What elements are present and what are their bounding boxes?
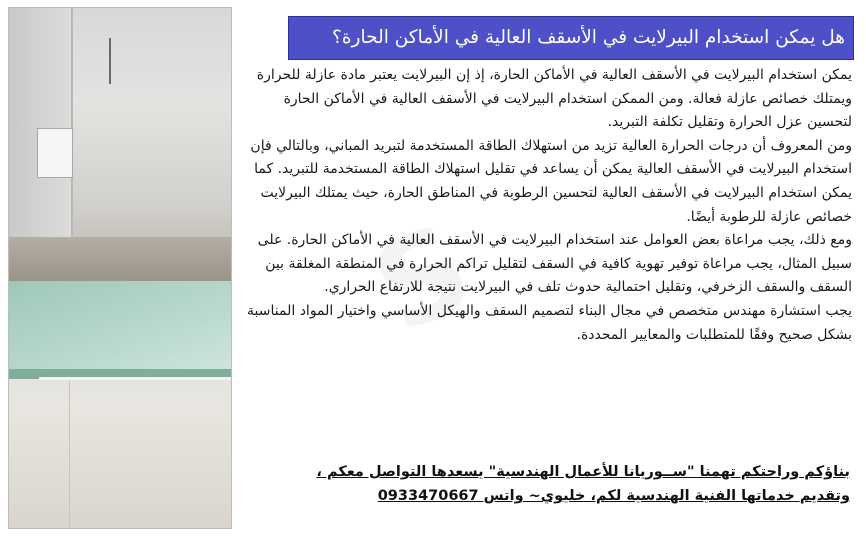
photo-light-strip: [39, 377, 232, 380]
footer-line-contact: وتقديم خدماتها الفنية الهندسية لكم، خليوي~ واتس 0933470667: [377, 488, 850, 504]
paragraph: ومع ذلك، يجب مراعاة بعض العوامل عند استخدام البيرلايت في الأسقف العالية في الأماكن الحارة. على سبيل المثال، يجب مراعاة توفير تهوية كافية في السقف لتقليل تراكم الحرارة في المنطقة المغلقة بين السقف والسقف الزخرفي، وتقليل احتمالية حدوث تلف في البيرلايت نتيجة للارتفاع الحراري.: [257, 232, 852, 296]
photo-floor: [9, 237, 231, 281]
room-photo-unfinished: [9, 8, 231, 281]
paragraph: يمكن استخدام البيرلايت في الأسقف العالية في الأماكن الحارة، إذ إن البيرلايت يعتبر مادة عازلة للحرارة ويمتلك خصائص عازلة فعالة. ومن الممكن استخدام البيرلايت في الأسقف العالية في الأماكن الحارة لتحسين عزل الحرارة وتقليل تكلفة التبريد.: [256, 67, 852, 131]
photo-wall-edge: [69, 381, 70, 529]
page-title: هل يمكن استخدام البيرلايت في الأسقف العالية في الأماكن الحارة؟: [288, 16, 854, 60]
footer-line-greeting: بناؤكم وراحتكم تهمنا "ســوريانا للأعمال الهندسية" يسعدها التواصل معكم ،: [316, 464, 850, 480]
contact-footer: [250, 460, 850, 508]
photo-left-wall: [9, 8, 71, 238]
paragraph: يجب استشارة مهندس متخصص في مجال البناء لتصميم السقف والهيكل الأساسي واختيار المواد المناسبة بشكل صحيح وفقًا للمتطلبات والمعايير المحددة.: [247, 302, 852, 343]
article-body: [240, 64, 852, 347]
photo-ceiling-wire: [109, 38, 111, 84]
photo-green-ceiling: [9, 281, 231, 373]
photo-column: [8, 7, 232, 529]
paragraph: ومن المعروف أن درجات الحرارة العالية تزيد من استهلاك الطاقة المستخدمة لتبريد المباني، وبالتالي فإن استخدام البيرلايت في الأسقف العالية يمكن أن يساعد في تقليل استهلاك الطاقة المستخدمة للتبريد. كما يمكن استخدام البيرلايت في الأسقف العالية لتحسين الرطوبة في المناطق الحارة، حيث يمتلك البيرلايت خصائص عازلة للرطوبة أيضًا.: [250, 137, 852, 225]
photo-window: [37, 128, 73, 178]
room-photo-finished-ceiling: [9, 281, 231, 529]
